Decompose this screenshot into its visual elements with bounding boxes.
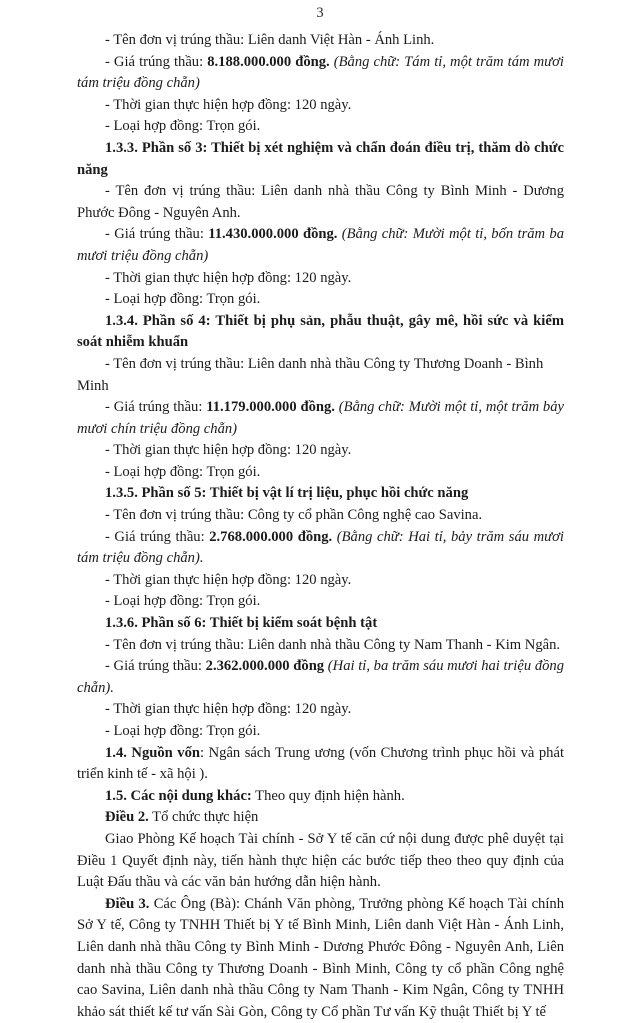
- heading-section-1-3-4: [77, 311, 564, 354]
- paragraph-duration-part6: [77, 699, 564, 721]
- paragraph-winner-name-part5: [77, 505, 564, 527]
- paragraph-contract-type-part5: [77, 591, 564, 613]
- price-in-words-cont: đồng chẵn).: [77, 658, 565, 696]
- text: - Thời gian thực hiện hợp đồng: 120 ngày.: [105, 701, 352, 718]
- text: - Tên đơn vị trúng thầu: Liên danh nhà thầu Công ty Thương Doanh - Bình Minh: [77, 355, 544, 394]
- paragraph-winner-name-part2: [77, 30, 564, 52]
- paragraph-price-part6: [77, 656, 564, 699]
- paragraph-duration-part5: [77, 570, 564, 592]
- funding-source-label: 1.4. Nguồn vốn: [105, 744, 201, 761]
- price-value: 2.768.000.000 đồng.: [209, 528, 333, 545]
- text: - Loại hợp đồng: Trọn gói.: [105, 291, 261, 308]
- other-contents-text: Theo quy định hiện hành.: [251, 787, 405, 804]
- heading-section-1-3-3: [77, 138, 564, 181]
- paragraph-duration-part3: [77, 268, 564, 290]
- paragraph-dieu-2-body: [77, 829, 564, 894]
- text: 1.3.3. Phần số 3: Thiết bị xét nghiệm và chẩn đoán điều trị, thăm dò chức năng: [77, 139, 564, 178]
- text: - Loại hợp đồng: Trọn gói.: [105, 593, 261, 610]
- text: - Tên đơn vị trúng thầu: Liên danh Việt Hàn - Ánh Linh.: [105, 32, 435, 48]
- paragraph-winner-name-part6: [77, 635, 564, 657]
- price-in-words: (Bằng chữ: Tám tỉ, một trăm tám mươi tám triệu đồng chẵn): [77, 53, 564, 92]
- price-value: 8.188.000.000 đồng.: [207, 53, 330, 70]
- price-in-words: (Bằng chữ: Mười một tỉ, bốn trăm ba mươi triệu đồng chẵn): [77, 226, 565, 264]
- text: - Tên đơn vị trúng thầu: Công ty cổ phần Công nghệ cao Savina.: [105, 507, 483, 524]
- label: - Giá trúng thầu:: [105, 658, 206, 675]
- dieu-3-label: Điều 3.: [105, 895, 150, 912]
- dieu-2-label: Điều 2.: [105, 809, 149, 826]
- price-value: 11.430.000.000 đồng.: [208, 226, 338, 243]
- label: - Giá trúng thầu:: [105, 528, 210, 545]
- text: - Loại hợp đồng: Trọn gói.: [105, 723, 261, 739]
- other-contents-label: 1.5. Các nội dung khác:: [105, 787, 252, 804]
- text: 1.3.4. Phần số 4: Thiết bị phụ sản, phẫu thuật, gây mê, hồi sức và kiểm soát nhiễm khuẩn: [77, 312, 564, 351]
- price-in-words: (Hai tỉ, ba trăm sáu mươi hai triệu: [324, 658, 532, 675]
- price-value: 2.362.000.000 đồng: [205, 658, 325, 675]
- heading-section-1-3-6: [77, 613, 564, 635]
- paragraph-duration-part2: [77, 95, 564, 117]
- paragraph-price-part2: [77, 52, 564, 95]
- text: 1.3.6. Phần số 6: Thiết bị kiểm soát bệnh tật: [105, 615, 378, 632]
- text: Giao Phòng Kế hoạch Tài chính - Sở Y tế căn cứ nội dung được phê duyệt tại Điều 1 Quyết định này, tiến hành thực hiện các bước tiếp theo theo quy định của Luật Đấu thầu và các văn bản hướng dẫn hiện hành.: [77, 830, 564, 891]
- funding-source-text: : Ngân sách Trung ương (vốn Chương trình phục hồi và phát triển kinh tế - xã hội ).: [77, 744, 565, 783]
- paragraph-contract-type-part6: [77, 721, 564, 743]
- price-in-words: (Bằng chữ: Mười một tỉ, một trăm bảy mươi chín triệu đồng chẵn): [77, 399, 565, 437]
- paragraph-contract-type-part3: [77, 289, 564, 311]
- heading-section-1-3-5: [77, 483, 564, 505]
- label: - Giá trúng thầu:: [105, 399, 207, 416]
- text: - Thời gian thực hiện hợp đồng: 120 ngày.: [105, 442, 352, 459]
- text: - Thời gian thực hiện hợp đồng: 120 ngày.: [105, 269, 352, 286]
- label: - Giá trúng thầu:: [105, 226, 209, 243]
- paragraph-winner-name-part4: [77, 354, 564, 397]
- paragraph-contract-type-part2: [77, 116, 564, 138]
- paragraph-funding-source: [77, 743, 564, 786]
- text: - Thời gian thực hiện hợp đồng: 120 ngày.: [105, 571, 352, 588]
- paragraph-contract-type-part4: [77, 462, 564, 484]
- page-number: 3: [316, 5, 324, 21]
- price-in-words: (Bằng chữ: Hai tỉ, bảy trăm sáu mươi tám triệu đồng chẵn).: [77, 528, 564, 567]
- dieu-2-title: Tổ chức thực hiện: [148, 809, 259, 826]
- dieu-3-text: Các Ông (Bà): Chánh Văn phòng, Trưởng phòng Kế hoạch Tài chính Sở Y tế, Công ty TNHH Thiết bị Y tế Bình Minh, Liên danh Việt Hàn - Ánh Linh, Liên danh nhà thầu Công ty Bình Minh - Dương Phước Đông - Nguyên Anh, Liên danh nhà thầu Công ty Thương Doanh - Bình Minh, Công ty cổ phần Công nghệ cao Savina, Liên danh nhà thầu Công ty Nam Thanh - Kim Ngân, Công ty TNHH khảo sát thiết kế tư vấn Sài Gòn, Công ty Cổ phần Tư vấn Kỹ thuật Thiết bị Y tế: [77, 895, 565, 1020]
- text: - Tên đơn vị trúng thầu: Liên danh nhà thầu Công ty Nam Thanh - Kim Ngân.: [105, 636, 561, 653]
- paragraph-other-contents: [77, 786, 564, 808]
- text: - Thời gian thực hiện hợp đồng: 120 ngày.: [105, 96, 352, 113]
- text: 1.3.5. Phần số 5: Thiết bị vật lí trị liệu, phục hồi chức năng: [105, 485, 469, 502]
- label: - Giá trúng thầu:: [105, 53, 208, 70]
- paragraph-duration-part4: [77, 440, 564, 462]
- text: - Loại hợp đồng: Trọn gói.: [105, 463, 261, 480]
- paragraph-price-part4: [77, 397, 564, 440]
- paragraph-winner-name-part3: [77, 181, 564, 224]
- heading-dieu-2: [77, 807, 564, 829]
- document-body: [77, 30, 564, 1023]
- text: - Loại hợp đồng: Trọn gói.: [105, 118, 261, 135]
- paragraph-price-part5: [77, 527, 564, 570]
- text: - Tên đơn vị trúng thầu: Liên danh nhà thầu Công ty Bình Minh - Dương Phước Đông - Nguyên Anh.: [77, 183, 564, 221]
- paragraph-price-part3: [77, 224, 564, 267]
- paragraph-dieu-3: [77, 894, 564, 1023]
- price-value: 11.179.000.000 đồng.: [206, 399, 335, 416]
